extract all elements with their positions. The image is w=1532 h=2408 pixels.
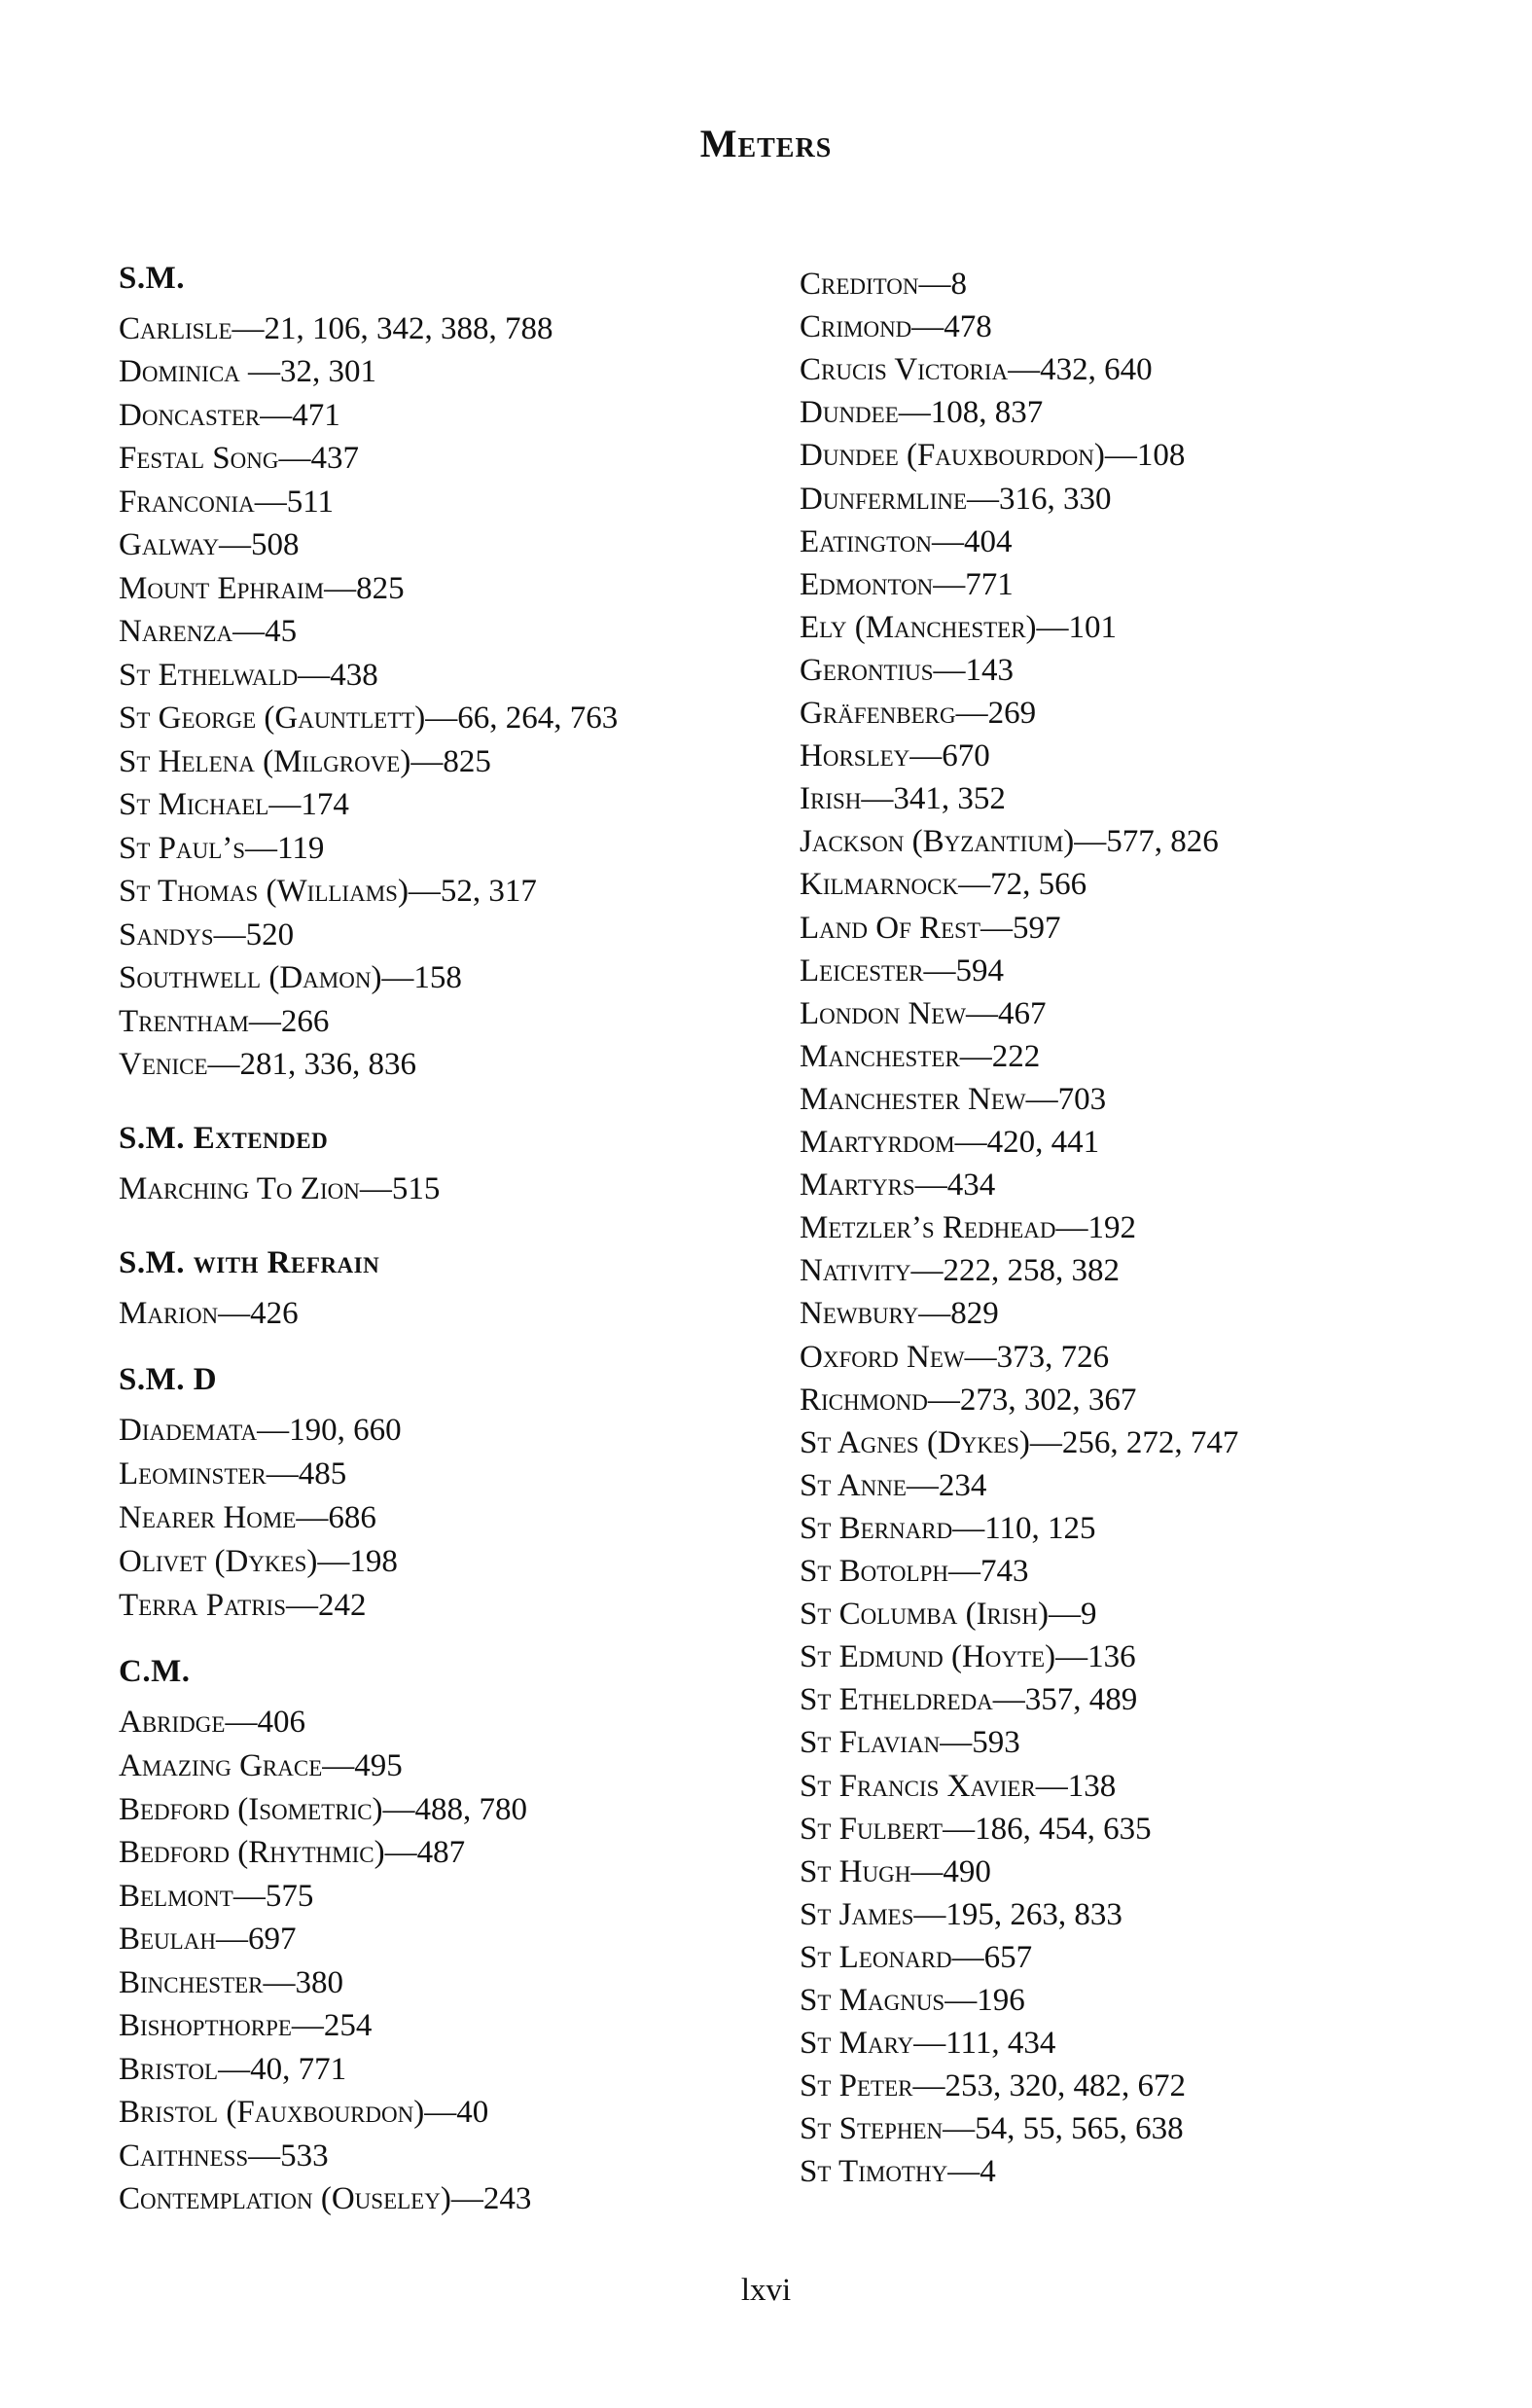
tune-entry: Dunfermline—316, 330 xyxy=(800,481,1112,517)
tune-entry: Manchester New—703 xyxy=(800,1081,1107,1117)
tune-entry: Newbury—829 xyxy=(800,1296,999,1332)
page-title: Meters xyxy=(699,122,833,165)
section-heading: S.M. Extended xyxy=(119,1121,329,1156)
tune-entry: Nativity—222, 258, 382 xyxy=(800,1253,1121,1289)
tune-entry: St Mary—111, 434 xyxy=(800,2026,1056,2062)
tune-entry: Galway—508 xyxy=(119,527,300,562)
tune-entry: Manchester—222 xyxy=(800,1038,1041,1074)
section-heading: S.M. D xyxy=(119,1362,218,1397)
tune-entry: Crediton—8 xyxy=(800,267,968,302)
tune-entry: Binchester—380 xyxy=(119,1965,344,2000)
tune-entry: Ely (Manchester)—101 xyxy=(800,609,1118,645)
tune-entry: St Fulbert—186, 454, 635 xyxy=(800,1811,1152,1847)
tune-entry: Oxford New—373, 726 xyxy=(800,1339,1110,1375)
tune-entry: Kilmarnock—72, 566 xyxy=(800,867,1087,903)
tune-entry: Dundee—108, 837 xyxy=(800,395,1044,431)
page-number: lxvi xyxy=(740,2273,792,2308)
tune-entry: St George (Gauntlett)—66, 264, 763 xyxy=(119,701,619,736)
tune-entry: St Leonard—657 xyxy=(800,1939,1033,1975)
tune-entry: Franconia—511 xyxy=(119,485,335,520)
tune-entry: Gerontius—143 xyxy=(800,652,1015,688)
tune-entry: Narenza—45 xyxy=(119,614,298,649)
tune-entry: Martyrdom—420, 441 xyxy=(800,1125,1100,1160)
tune-entry: St Hugh—490 xyxy=(800,1853,991,1889)
section-heading: S.M. with Refrain xyxy=(119,1245,380,1280)
tune-entry: Trentham—266 xyxy=(119,1004,330,1039)
tune-entry: Nearer Home—686 xyxy=(119,1500,376,1535)
tune-entry: St Paul’s—119 xyxy=(119,831,325,866)
tune-entry: Beulah—697 xyxy=(119,1922,297,1957)
tune-entry: St Etheldreda—357, 489 xyxy=(800,1682,1138,1718)
tune-entry: St Bernard—110, 125 xyxy=(800,1510,1096,1546)
tune-entry: Carlisle—21, 106, 342, 388, 788 xyxy=(119,311,553,346)
tune-entry: Crimond—478 xyxy=(800,309,992,345)
tune-entry: Gräfenberg—269 xyxy=(800,696,1037,731)
tune-entry: Amazing Grace—495 xyxy=(119,1748,403,1783)
tune-entry: St Magnus—196 xyxy=(800,1983,1025,2018)
tune-entry: St Timothy—4 xyxy=(800,2154,996,2190)
tune-entry: Bedford (Isometric)—488, 780 xyxy=(119,1792,528,1827)
tune-entry: Contemplation (Ouseley)—243 xyxy=(119,2181,532,2216)
tune-entry: Bristol (Fauxbourdon)—40 xyxy=(119,2095,489,2130)
section-heading: C.M. xyxy=(119,1654,191,1689)
tune-entry: Bishopthorpe—254 xyxy=(119,2008,373,2043)
tune-entry: Metzler’s Redhead—192 xyxy=(800,1210,1137,1246)
tune-entry: Marion—426 xyxy=(119,1296,299,1331)
tune-entry: London New—467 xyxy=(800,995,1047,1031)
tune-entry: Caithness—533 xyxy=(119,2138,329,2174)
tune-entry: Southwell (Damon)—158 xyxy=(119,960,462,995)
tune-entry: Terra Patris—242 xyxy=(119,1588,367,1623)
tune-entry: Martyrs—434 xyxy=(800,1168,996,1204)
tune-entry: Richmond—273, 302, 367 xyxy=(800,1382,1137,1418)
tune-entry: Mount Ephraim—825 xyxy=(119,571,405,606)
tune-entry: Irish—341, 352 xyxy=(800,781,1006,817)
tune-entry: Dominica —32, 301 xyxy=(119,354,377,389)
tune-entry: St Francis Xavier—138 xyxy=(800,1768,1117,1804)
tune-entry: Leicester—594 xyxy=(800,952,1004,988)
tune-entry: Edmonton—771 xyxy=(800,566,1014,602)
tune-entry: Jackson (Byzantium)—577, 826 xyxy=(800,824,1219,860)
tune-entry: St Edmund (Hoyte)—136 xyxy=(800,1639,1136,1675)
tune-entry: Sandys—520 xyxy=(119,917,295,952)
tune-entry: Land Of Rest—597 xyxy=(800,910,1061,946)
tune-entry: St Botolph—743 xyxy=(800,1554,1029,1589)
tune-entry: St Helena (Milgrove)—825 xyxy=(119,744,491,779)
tune-entry: Leominster—485 xyxy=(119,1456,347,1492)
tune-entry: St Anne—234 xyxy=(800,1467,987,1503)
tune-entry: Abridge—406 xyxy=(119,1705,305,1740)
tune-entry: Doncaster—471 xyxy=(119,398,340,433)
tune-entry: Marching To Zion—515 xyxy=(119,1171,441,1206)
tune-entry: St Columba (Irish)—9 xyxy=(800,1597,1097,1633)
tune-entry: Bedford (Rhythmic)—487 xyxy=(119,1835,466,1870)
tune-entry: St Thomas (Williams)—52, 317 xyxy=(119,874,537,909)
tune-entry: St Stephen—54, 55, 565, 638 xyxy=(800,2111,1184,2147)
section-heading: S.M. xyxy=(119,261,185,296)
tune-entry: Horsley—670 xyxy=(800,738,990,774)
tune-entry: St Ethelwald—438 xyxy=(119,658,378,693)
tune-entry: Crucis Victoria—432, 640 xyxy=(800,352,1153,388)
tune-entry: St Michael—174 xyxy=(119,787,349,822)
tune-entry: Bristol—40, 771 xyxy=(119,2052,347,2087)
tune-entry: St James—195, 263, 833 xyxy=(800,1896,1122,1932)
tune-entry: Dundee (Fauxbourdon)—108 xyxy=(800,438,1186,474)
tune-entry: St Agnes (Dykes)—256, 272, 747 xyxy=(800,1424,1239,1460)
tune-entry: Eatington—404 xyxy=(800,523,1013,559)
tune-entry: St Flavian—593 xyxy=(800,1725,1020,1761)
tune-entry: Diademata—190, 660 xyxy=(119,1413,402,1448)
tune-entry: St Peter—253, 320, 482, 672 xyxy=(800,2068,1186,2104)
tune-entry: Olivet (Dykes)—198 xyxy=(119,1544,398,1579)
tune-entry: Belmont—575 xyxy=(119,1879,314,1914)
tune-entry: Venice—281, 336, 836 xyxy=(119,1047,417,1082)
tune-entry: Festal Song—437 xyxy=(119,441,359,476)
